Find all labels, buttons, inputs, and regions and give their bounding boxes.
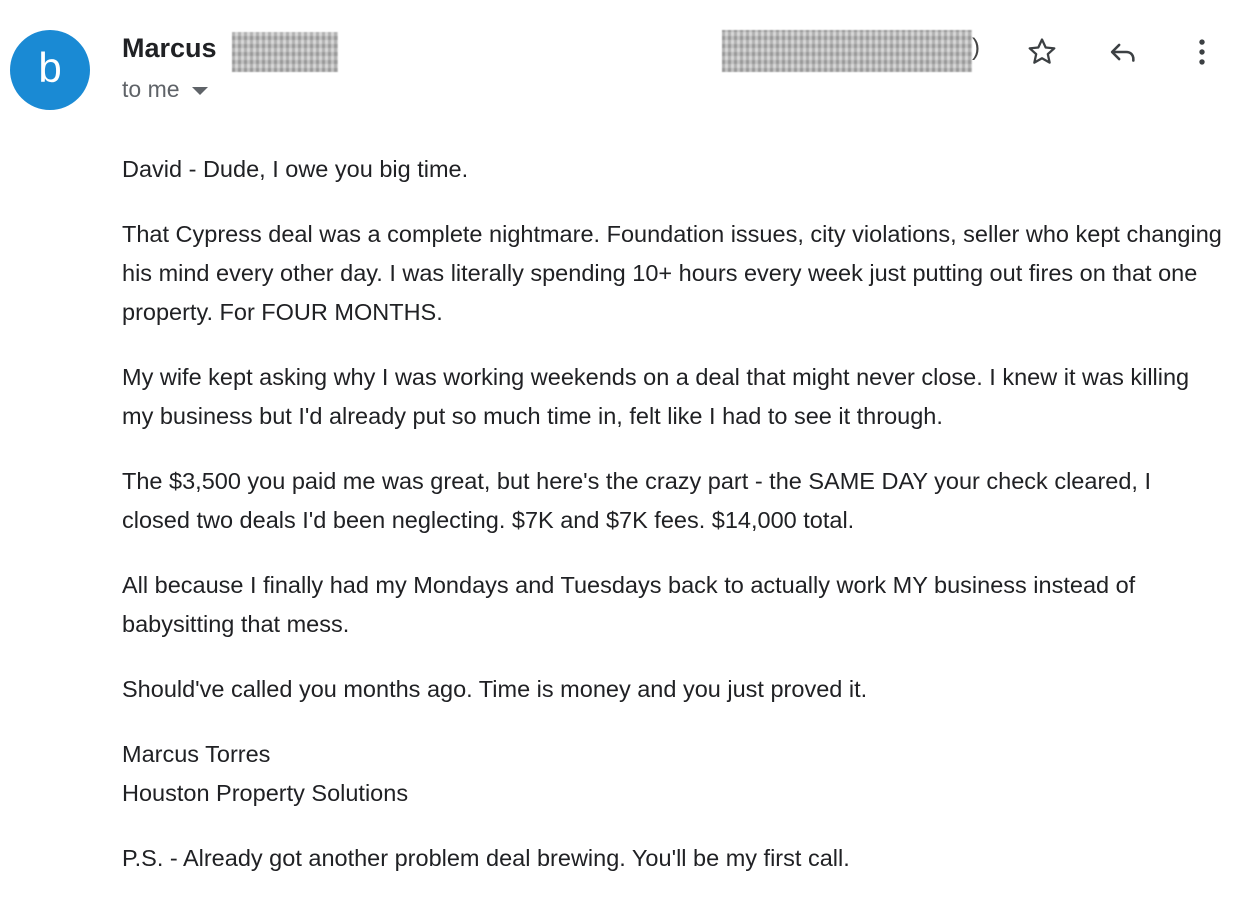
- message-paragraph: That Cypress deal was a complete nightmare. Foundation issues, city violations, seller who kept changing his mind every other day. I was literally spending 10+ hours every week just putting out fires on that one property. For FOUR MONTHS.: [122, 221, 1222, 325]
- more-vert-icon: [1185, 35, 1219, 69]
- message-postscript: P.S. - Already got another problem deal brewing. You'll be my first call.: [122, 845, 850, 871]
- message-paragraph: The $3,500 you paid me was great, but here's the crazy part - the SAME DAY your check cleared, I closed two deals I'd been neglecting. $7K and $7K fees. $14,000 total.: [122, 468, 1151, 533]
- more-options-button[interactable]: [1180, 30, 1224, 74]
- sender-avatar[interactable]: [10, 30, 90, 110]
- redacted-sender-address: [722, 30, 972, 72]
- message-paragraph: All because I finally had my Mondays and Tuesdays back to actually work MY business instead of babysitting that mess.: [122, 572, 1136, 637]
- redacted-sender-surname: [232, 32, 338, 72]
- signature-name: Marcus Torres: [122, 741, 271, 767]
- message-paragraph: Should've called you months ago. Time is money and you just proved it.: [122, 676, 868, 702]
- sender-name[interactable]: Marcus: [122, 33, 217, 63]
- recipient-details-toggle[interactable]: [122, 76, 208, 103]
- reply-icon: [1105, 35, 1139, 69]
- message-body: [122, 150, 1222, 904]
- avatar-letter: b: [38, 44, 62, 91]
- star-icon: [1025, 35, 1059, 69]
- reply-button[interactable]: [1100, 30, 1144, 74]
- recipient-label: to me: [122, 76, 180, 102]
- message-greeting: David - Dude, I owe you big time.: [122, 156, 469, 182]
- star-button[interactable]: [1020, 30, 1064, 74]
- message-signature: [122, 735, 1222, 813]
- message-paragraph: My wife kept asking why I was working weekends on a deal that might never close. I knew it was killing my business but I'd already put so much time in, felt like I had to see it through.: [122, 364, 1190, 429]
- signature-company: Houston Property Solutions: [122, 780, 409, 806]
- sender-address-suffix: ): [972, 34, 980, 61]
- caret-down-icon: [192, 87, 208, 95]
